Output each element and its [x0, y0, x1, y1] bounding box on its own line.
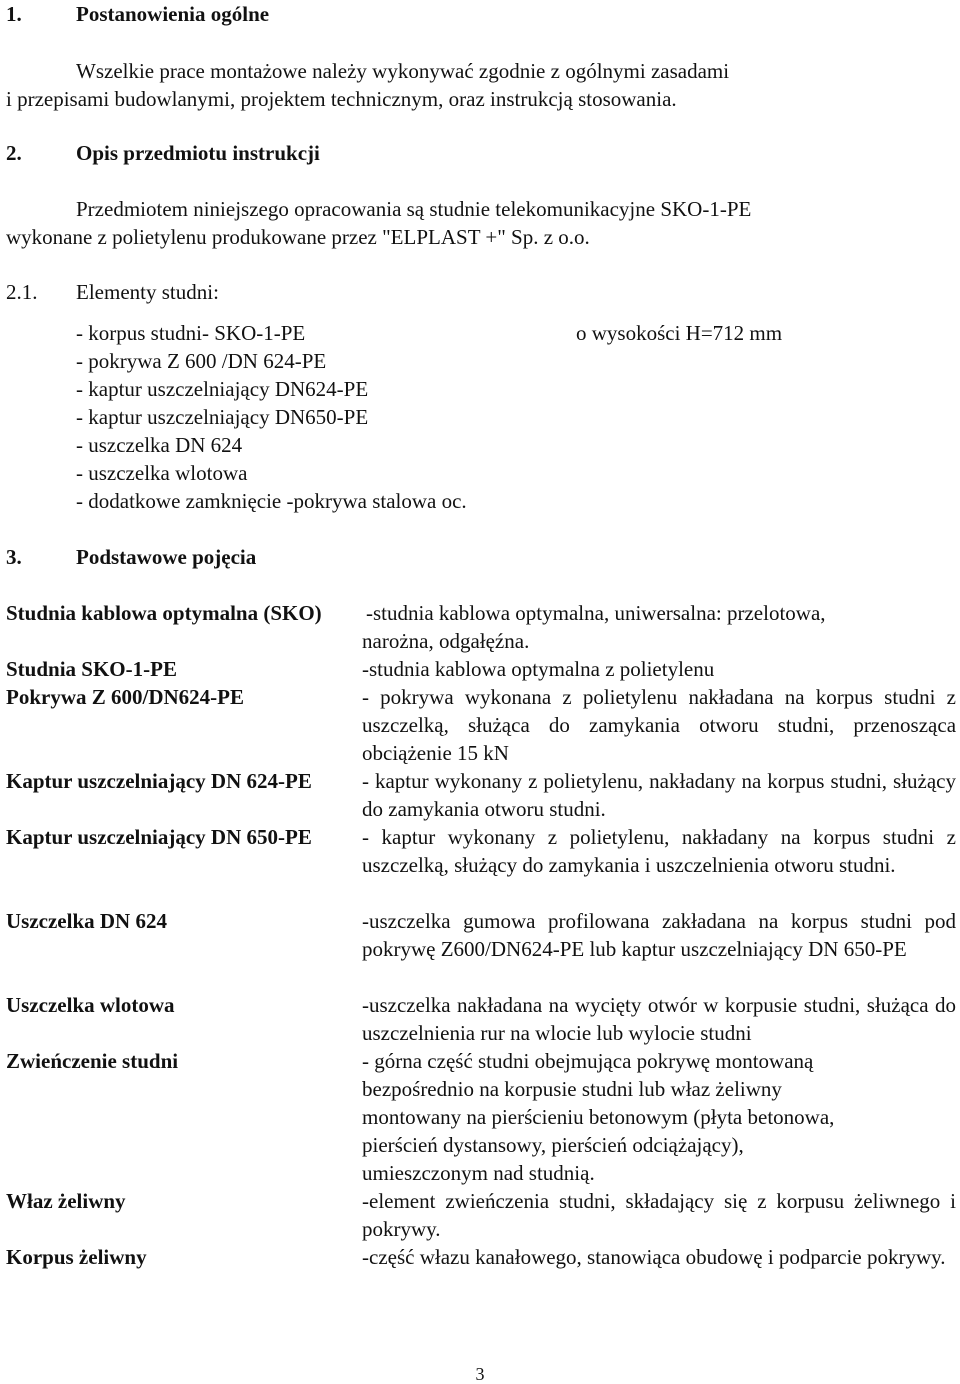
section2-title: Opis przedmiotu instrukcji [76, 141, 320, 165]
definition-text [362, 683, 956, 767]
definition-text-line: studni z uszczelką, służący do zamykania i uszczelnienia [362, 825, 956, 877]
section3-number: 3. [6, 545, 22, 569]
definition-text-line: -uszczelka gumowa profilowana zakładana na korpus studni [362, 909, 912, 933]
definition-text-line: - kaptur wykonany z polietylenu, nakładany na korpus [362, 825, 871, 849]
definition-text-line: montowany na pierścieniu betonowym (płyta betonowa, [362, 1105, 835, 1129]
definition-text-line: - kaptur wykonany z polietylenu, nakładany na korpus [362, 769, 825, 793]
section2-text-line1: Przedmiotem niniejszego opracowania są studnie telekomunikacyjne SKO-1-PE [76, 197, 752, 221]
definition-text [362, 1187, 956, 1243]
definition-text-line: -element zwieńczenia studni, składający się z korpusu [362, 1189, 845, 1213]
section21-title: Elementy studni: [76, 280, 219, 304]
definition-text-line: narożna, odgałęźna. [362, 629, 530, 653]
definition-text-line: otworu studni. [774, 853, 896, 877]
definition-text-line: pierścień dystansowy, pierścień odciążający), [362, 1133, 744, 1157]
element-item: - dodatkowe zamknięcie -pokrywa stalowa oc. [76, 489, 467, 513]
section1-number: 1. [6, 2, 22, 26]
definition-text-line: studni, służący do zamykania otworu studni. [362, 769, 956, 821]
element-item: - kaptur uszczelniający DN624-PE [76, 377, 369, 401]
element-item: - uszczelka wlotowa [76, 461, 248, 485]
definition-text-line: przenosząca obciążenie 15 kN [362, 713, 957, 765]
section21-number: 2.1. [6, 280, 38, 304]
definition-text [362, 907, 956, 963]
definition-term: Pokrywa Z 600/DN624-PE [6, 685, 244, 709]
definition-text [362, 823, 956, 879]
page-number: 3 [475, 1364, 485, 1384]
section1-text-line2: i przepisami budowlanymi, projektem technicznym, oraz instrukcją stosowania. [6, 87, 677, 111]
definition-term: Uszczelka DN 624 [6, 909, 167, 933]
definition-text [362, 1243, 956, 1271]
definition-term: Studnia kablowa optymalna (SKO) [6, 601, 322, 625]
element-item: - uszczelka DN 624 [76, 433, 243, 457]
section1-text-line1: Wszelkie prace montażowe należy wykonywać zgodnie z ogólnymi zasadami [76, 59, 730, 83]
definition-text-line: umieszczonym nad studnią. [362, 1161, 595, 1185]
definition-text-line: -studnia kablowa optymalna z polietylenu [362, 657, 715, 681]
section3-title: Podstawowe pojęcia [76, 545, 257, 569]
definition-term: Kaptur uszczelniający DN 624-PE [6, 769, 312, 793]
definition-text-line: pokrywy. [866, 1245, 946, 1269]
element-item: - pokrywa Z 600 /DN 624-PE [76, 349, 327, 373]
definition-text [362, 767, 956, 823]
definition-term: Korpus żeliwny [6, 1245, 147, 1269]
section1-title: Postanowienia ogólne [76, 2, 270, 26]
definition-text-line: bezpośrednio na korpusie studni lub właz żeliwny [362, 1077, 782, 1101]
definition-text [362, 991, 956, 1047]
definition-term: Kaptur uszczelniający DN 650-PE [6, 825, 312, 849]
definition-text-line: żeliwnego i pokrywy. [362, 1189, 957, 1241]
definition-term: Zwieńczenie studni [6, 1049, 179, 1073]
definition-text-line: -studnia kablowa optymalna, uniwersalna: przelotowa, [366, 601, 826, 625]
definition-term: Właz żeliwny [6, 1189, 126, 1213]
definition-term: Uszczelka wlotowa [6, 993, 175, 1017]
section2-number: 2. [6, 141, 22, 165]
section2-text-line2: wykonane z polietylenu produkowane przez "ELPLAST +" Sp. z o.o. [6, 225, 590, 249]
height-note: o wysokości H=712 mm [576, 321, 783, 345]
definition-text-line: studni z uszczelką, służąca do zamykania otworu studni, [362, 685, 957, 737]
definition-text-line: pod pokrywę Z600/DN624-PE lub kaptur uszczelniający [362, 909, 957, 961]
element-item: - kaptur uszczelniający DN650-PE [76, 405, 369, 429]
definition-text-line: DN 650-PE [808, 937, 907, 961]
definition-text-line: - pokrywa wykonana z polietylenu nakładana na korpus [362, 685, 873, 709]
definition-text-line: -część włazu kanałowego, stanowiąca obudowę i podparcie [362, 1245, 862, 1269]
definition-text-line: - górna część studni obejmująca pokrywę montowaną [362, 1049, 814, 1073]
definition-term: Studnia SKO-1-PE [6, 657, 177, 681]
element-item: - korpus studni- SKO-1-PE [76, 321, 306, 345]
definition-text-line: służąca do uszczelnienia rur na wlocie lub wylocie studni [362, 993, 957, 1045]
definition-text-line: -uszczelka nakładana na wycięty otwór w korpusie studni, [362, 993, 861, 1017]
